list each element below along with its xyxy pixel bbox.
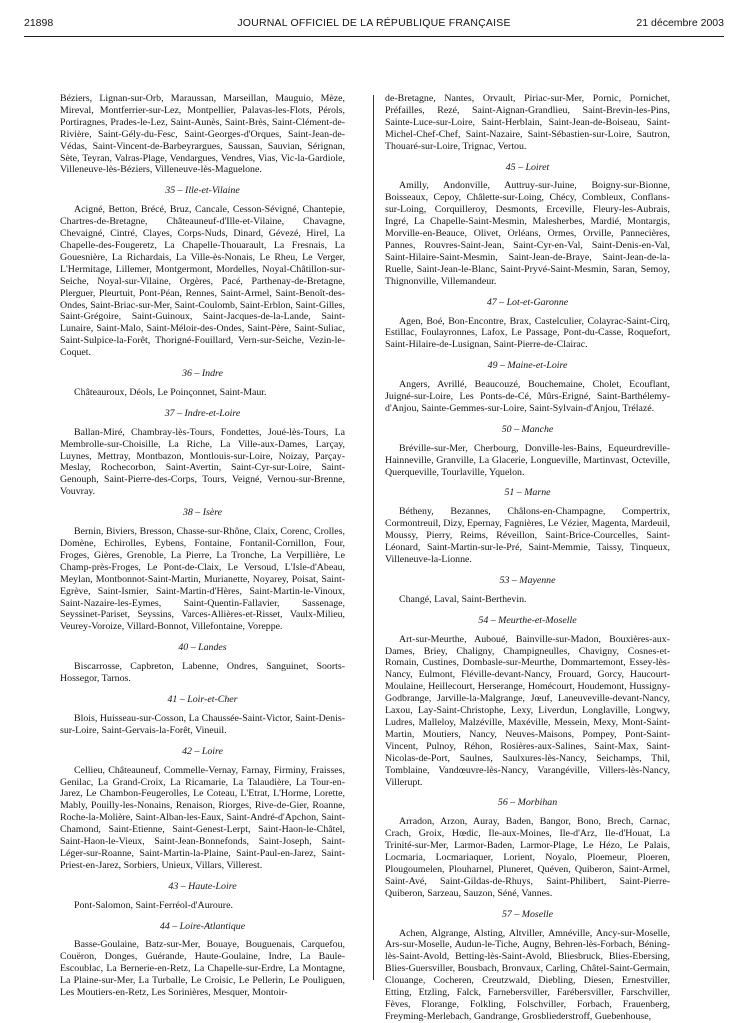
commune-list: Châteauroux, Déols, Le Poinçonnet, Saint-Maur. — [74, 386, 267, 398]
department-title: 41 – Loir-et-Cher — [167, 693, 238, 705]
page-header — [24, 17, 724, 33]
commune-list: Cellieu, Châteauneuf, Commelle-Vernay, Farnay, Firminy, Fraisses, Genilac, La Grand-Croix, La Ricamarie, La Talaudière, La Tour-en-Jarez, Le Chambon-Feugerolles, Le Coteau, L'Etrat, L'Horme, Lorette, Mably, Pouilly-les-Nonains, Renaison, Riorges, Rive-de-Gier, Roanne, Roche-la-Molière, Saint-Alban-les-Eaux, Saint-André-d'Apchon, Saint-Chamond, Saint-Etienne, Saint-Genest-Lerpt, Saint-Haon-le-Châtel, Saint-Haon-le-Vieux, Saint-Jean-Bonnefonds, Saint-Joseph, Saint-Léger-sur-Roanne, Saint-Martin-la-Plaine, Saint-Paul-en-Jarez, Saint-Priest-en-Jarez, Sorbiers, Unieux, Villars, Villerest. — [60, 764, 345, 871]
commune-list: Achen, Algrange, Alsting, Altviller, Amnéville, Ancy-sur-Moselle, Ars-sur-Moselle, Audun-le-Tiche, Augny, Behren-lès-Forbach, Béning-lès-Saint-Avold, Betting-lès-Saint-Avold, Bliesbruck, Blies-Ebersing, Blies-Guersviller, Bousbach, Bronvaux, Carling, Châtel-Saint-Germain, Clouange, Cocheren, Creutzwald, Diebling, Diesen, Ernestviller, Etting, Etzling, Falck, Farnebersviller, Farébersviller, Farschviller, Fèves, Florange, Folkling, Folschviller, Forbach, Frauenberg, Freyming-Merlebach, Gandrange, Grosbliederstroff, Guebenhouse, — [385, 927, 670, 1022]
department-title: 57 – Moselle — [501, 908, 553, 920]
commune-list: Acigné, Betton, Brécé, Bruz, Cancale, Cesson-Sévigné, Chantepie, Chartres-de-Bretagne, Châteauneuf-d'Ille-et-Vilaine, Chavagne, Chevaigné, Cintré, Clayes, Corps-Nuds, Dinard, Gévezé, Hirel, La Chapelle-des-Fougeretz, La Chapelle-Thouarault, La Fresnais, La Gouesnière, La Richardais, La Ville-ès-Nonais, Le Rheu, Le Verger, L'Hermitage, Lillemer, Montgermont, Mordelles, Noyal-Châtillon-sur-Seiche, Noyal-sur-Vilaine, Orgères, Pacé, Parthenay-de-Bretagne, Plerguer, Pleurtuit, Pont-Péan, Rennes, Saint-Armel, Saint-Benoît-des-Ondes, Saint-Briac-sur-Mer, Saint-Coulomb, Saint-Erblon, Saint-Gilles, Saint-Grégoire, Saint-Guinoux, Saint-Jacques-de-la-Lande, Saint-Lunaire, Saint-Malo, Saint-Méloir-des-Ondes, Saint-Père, Saint-Suliac, Saint-Sulpice-la-Forêt, Thorigné-Fouillard, Vern-sur-Seiche, Vezin-le-Coquet. — [60, 204, 345, 359]
department-title: 49 – Maine-et-Loire — [487, 360, 568, 372]
department-title: 56 – Morbihan — [497, 797, 558, 809]
commune-list: Bétheny, Bezannes, Châlons-en-Champagne, Compertrix, Cormontreuil, Dizy, Epernay, Fagnières, Le Vézier, Magenta, Mardeuil, Moussy, Pierry, Reims, Réveillon, Saint-Brice-Courcelles, Saint-Léonard, Saint-Martin-sur-le-Pré, Saint-Memmie, Taissy, Tinqueux, Villeneuve-la-Lionne. — [385, 506, 670, 565]
commune-list: Bernin, Biviers, Bresson, Chasse-sur-Rhône, Claix, Corenc, Crolles, Domène, Echirolles, Eybens, Fontaine, Fontanil-Cornillon, Four, Froges, Gières, Grenoble, La Pierre, La Tronche, La Verpillière, Le Champ-près-Froges, Le Pont-de-Claix, Le Versoud, L'Isle-d'Abeau, Meylan, Montbonnot-Saint-Martin, Murianette, Noyarey, Poisat, Saint-Egrève, Saint-Ismier, Saint-Martin-d'Hères, Saint-Martin-le-Vinoux, Saint-Nazaire-les-Eymes, Saint-Quentin-Fallavier, Sassenage, Seyssinet-Pariset, Seyssins, Varces-Allières-et-Risset, Vaulx-Milieu, Veurey-Voroize, Villard-Bonnot, Villefontaine, Voreppe. — [60, 526, 345, 633]
commune-list: Pont-Salomon, Saint-Ferréol-d'Auroure. — [74, 899, 233, 911]
commune-list: Basse-Goulaine, Batz-sur-Mer, Bouaye, Bouguenais, Carquefou, Couëron, Donges, Guérande, Haute-Goulaine, Indre, La Baule-Escoublac, La Bernerie-en-Retz, La Chapelle-sur-Erdre, La Montagne, La Plaine-sur-Mer, La Turballe, Le Croisic, Le Pellerin, Le Pouliguen, Les Moutiers-en-Retz, Les Sorinières, Mesquer, Montoir- — [60, 939, 345, 999]
commune-list: Blois, Huisseau-sur-Cosson, La Chaussée-Saint-Victor, Saint-Denis-sur-Loire, Saint-Gervais-la-Forêt, Vineuil. — [60, 712, 345, 736]
header-rule — [24, 36, 724, 37]
commune-list: Changé, Laval, Saint-Berthevin. — [399, 593, 527, 605]
publication-date: 21 décembre 2003 — [636, 17, 724, 29]
department-title: 45 – Loiret — [505, 161, 550, 173]
commune-list: Biscarrosse, Capbreton, Labenne, Ondres, Sanguinet, Soorts-Hossegor, Tarnos. — [60, 661, 345, 685]
department-title: 43 – Haute-Loire — [168, 880, 237, 892]
department-title: 35 – Ille-et-Vilaine — [165, 185, 240, 197]
continuation-text: de-Bretagne, Nantes, Orvault, Piriac-sur-Mer, Pornic, Pornichet, Préfailles, Rezé, Saint-Aignan-Grandlieu, Saint-Brevin-les-Pins, Sainte-Luce-sur-Loire, Saint-Herblain, Saint-Jean-de-Boiseau, Saint-Michel-Chef-Chef, Saint-Nazaire, Saint-Sébastien-sur-Loire, Sautron, Thouaré-sur-Loire, Trignac, Vertou. — [385, 93, 670, 152]
department-title: 38 – Isère — [182, 507, 223, 519]
department-title: 50 – Manche — [501, 423, 554, 435]
right-column — [385, 93, 670, 1022]
department-title: 53 – Mayenne — [499, 574, 556, 586]
department-title: 40 – Landes — [178, 642, 227, 654]
commune-list: Agen, Boé, Bon-Encontre, Brax, Castelculier, Colayrac-Saint-Cirq, Estillac, Foulayronnes, Lafox, Le Passage, Pont-du-Casse, Roquefort, Saint-Hilaire-de-Lusignan, Saint-Pierre-de-Clairac. — [385, 315, 670, 351]
column-divider — [373, 95, 374, 980]
commune-list: Ballan-Miré, Chambray-lès-Tours, Fondettes, Joué-lès-Tours, La Membrolle-sur-Choisille, La Riche, La Ville-aux-Dames, Larçay, Luynes, Mettray, Montbazon, Montlouis-sur-Loire, Noizay, Parçay-Meslay, Rochecorbon, Saint-Avertin, Saint-Cyr-sur-Loire, Saint-Genouph, Saint-Pierre-des-Corps, Tours, Veigné, Vernou-sur-Brenne, Vouvray. — [60, 426, 345, 498]
commune-list: Art-sur-Meurthe, Auboué, Bainville-sur-Madon, Bouxières-aux-Dames, Briey, Chaligny, Champigneulles, Chavigny, Cosnes-et-Romain, Custines, Dombasle-sur-Meurthe, Dommartemont, Essey-lès-Nancy, Eulmont, Fléville-devant-Nancy, Frouard, Gorcy, Haucourt-Moulaine, Heillecourt, Herserange, Homécourt, Houdemont, Hussigny-Godbrange, Jarville-la-Malgrange, Jœuf, Laneuveville-devant-Nancy, Laxou, Lay-Saint-Christophe, Lexy, Liverdun, Longlaville, Longwy, Ludres, Malleloy, Malzéville, Maxéville, Messein, Mexy, Mont-Saint-Martin, Moutiers, Nancy, Neuves-Maisons, Pompey, Pont-Saint-Vincent, Pulnoy, Réhon, Rosières-aux-Salines, Saint-Max, Saint-Nicolas-de-Port, Saulnes, Saulxures-lès-Nancy, Seichamps, Thil, Tomblaine, Vandœuvre-lès-Nancy, Varangéville, Villers-lès-Nancy, Villerupt. — [385, 633, 670, 788]
department-title: 36 – Indre — [182, 368, 223, 380]
page-number: 21898 — [24, 17, 54, 29]
department-title: 54 – Meurthe-et-Moselle — [478, 614, 577, 626]
commune-list: Arradon, Arzon, Auray, Baden, Bangor, Bono, Brech, Carnac, Crach, Groix, Hœdic, Ile-aux-Moines, Ile-d'Arz, Ile-d'Houat, La Trinité-sur-Mer, Larmor-Baden, Larmor-Plage, Le Hézo, Le Palais, Locmaria, Locmariaquer, Lorient, Noyalo, Ploemeur, Ploeren, Plougoumelen, Plouharnel, Pluneret, Quéven, Quiberon, Saint-Armel, Saint-Avé, Saint-Gildas-de-Rhuys, Saint-Philibert, Saint-Pierre-Quiberon, Sarzeau, Sauzon, Séné, Vannes. — [385, 816, 670, 899]
continuation-text: Béziers, Lignan-sur-Orb, Maraussan, Marseillan, Mauguio, Mèze, Mireval, Montferrier-sur-Lez, Montpellier, Palavas-les-Flots, Pérols, Portiragnes, Prades-le-Lez, Saint-Aunès, Saint-Brès, Saint-Clément-de-Rivière, Saint-Gély-du-Fesc, Saint-Georges-d'Orques, Saint-Jean-de-Védas, Saint-Vincent-de-Barbeyrargues, Saussan, Sauvian, Sérignan, Sète, Teyran, Valras-Plage, Vendargues, Vendres, Vias, Vic-la-Gardiole, Villeneuve-lès-Béziers, Villeneuve-lès-Maguelone. — [60, 93, 345, 176]
commune-list: Amilly, Andonville, Auttruy-sur-Juine, Boigny-sur-Bionne, Boisseaux, Cepoy, Châlette-sur-Loing, Chécy, Combleux, Conflans-sur-Loing, Corquilleroy, Desmonts, Erceville, Fleury-les-Aubrais, Ingré, La Chapelle-Saint-Mesmin, Malesherbes, Mardié, Montargis, Morville-en-Beauce, Olivet, Orléans, Ormes, Orville, Pannecières, Pannes, Rouvres-Saint-Jean, Saint-Cyr-en-Val, Saint-Denis-en-Val, Saint-Hilaire-Saint-Mesmin, Saint-Jean-de-Braye, Saint-Jean-de-la-Ruelle, Saint-Jean-le-Blanc, Saint-Pryvé-Saint-Mesmin, Saran, Semoy, Thignonville, Villemandeur. — [385, 180, 670, 287]
department-title: 37 – Indre-et-Loire — [164, 407, 241, 419]
journal-title: JOURNAL OFFICIEL DE LA RÉPUBLIQUE FRANÇAISE — [237, 17, 511, 29]
commune-list: Angers, Avrillé, Beaucouzé, Bouchemaine, Cholet, Ecouflant, Juigné-sur-Loire, Les Ponts-de-Cé, Mûrs-Erigné, Saint-Barthélemy-d'Anjou, Sainte-Gemmes-sur-Loire, Saint-Sylvain-d'Anjou, Trélazé. — [385, 379, 670, 414]
department-title: 42 – Loire — [182, 745, 223, 757]
department-title: 47 – Lot-et-Garonne — [486, 296, 569, 308]
left-column — [60, 93, 345, 999]
department-title: 44 – Loire-Atlantique — [159, 920, 246, 932]
department-title: 51 – Marne — [504, 487, 551, 499]
commune-list: Bréville-sur-Mer, Cherbourg, Donville-les-Bains, Equeurdreville-Hainneville, Granville, La Glacerie, Longueville, Martinvast, Octeville, Querqueville, Tourlaville, Yquelon. — [385, 442, 670, 478]
